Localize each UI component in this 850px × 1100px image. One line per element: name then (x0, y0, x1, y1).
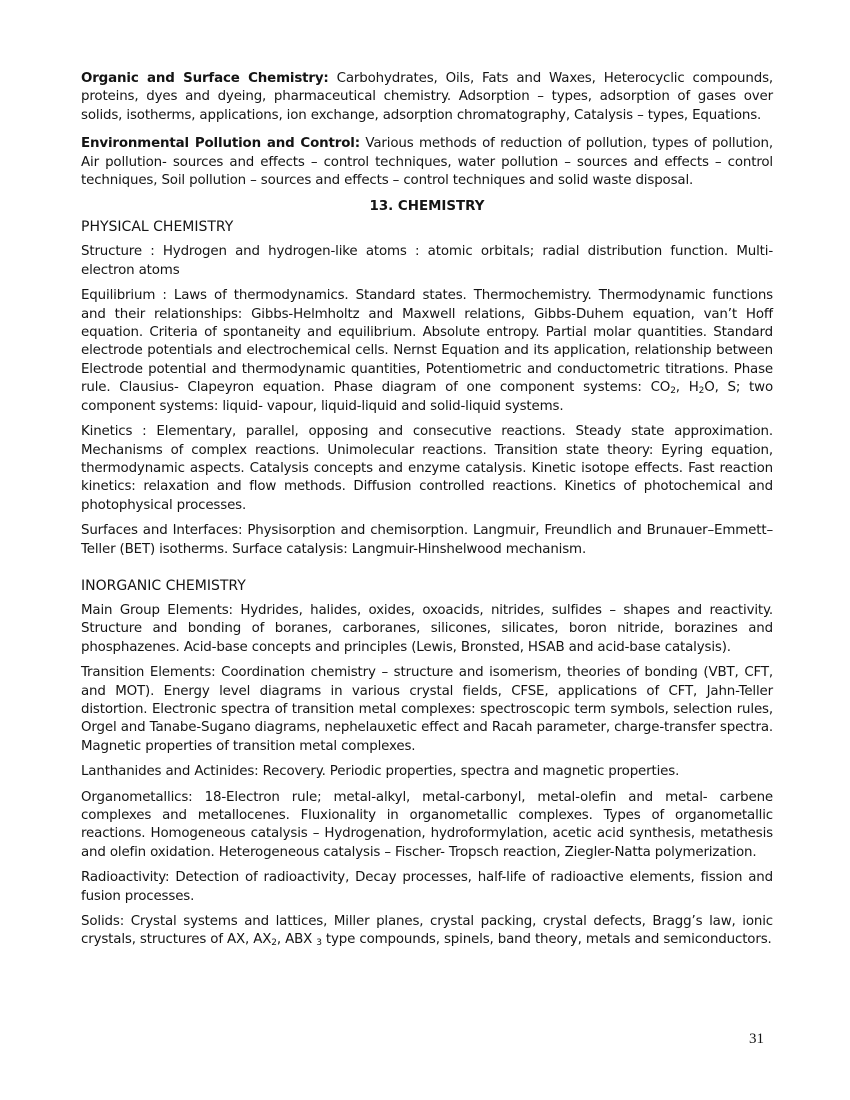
solids-tail: type compounds, spinels, band theory, metals and semiconductors. (321, 932, 772, 948)
physical-chemistry-title: PHYSICAL CHEMISTRY (81, 219, 234, 236)
organometallics-paragraph: Organometallics: 18-Electron rule; metal-alkyl, metal-carbonyl, metal-olefin and metal- carbene complexes and metallocenes. Fluxionality in organometallic complexes. Types of organometallic reactions. Homogeneous catalysis – Hydrogenation, hydroformylation, acetic acid synthesis, metathesis and olefin oxidation. Heterogeneous catalysis – Fischer- Tropsch reaction, Ziegler-Natta polymerization. (81, 789, 773, 860)
environmental-heading: Environmental Pollution and Control: (81, 136, 360, 152)
main-group-paragraph: Main Group Elements: Hydrides, halides, oxides, oxoacids, nitrides, sulfides – shapes and reactivity. Structure and bonding of boranes, carboranes, silicones, silicates, boron nitride, borazines and phosphazenes. Acid-base concepts and principles (Lewis, Bronsted, HSAB and acid-base catalysis). (81, 602, 773, 655)
page-number: 31 (749, 1031, 764, 1047)
organic-heading: Organic and Surface Chemistry: (81, 71, 329, 86)
radioactivity-paragraph: Radioactivity: Detection of radioactivity, Decay processes, half-life of radioactive elements, fission and fusion processes. (81, 870, 773, 904)
equilibrium-paragraph (81, 287, 773, 416)
environmental-pollution-paragraph (81, 135, 773, 190)
equilibrium-tail: O, S; two component systems: liquid- vapour, liquid-liquid and solid-liquid systems. (81, 380, 773, 414)
ax2-subscript: 2 (271, 938, 277, 949)
organic-body: Carbohydrates, Oils, Fats and Waxes, Heterocyclic compounds, proteins, dyes and dyeing, pharmaceutical chemistry. Adsorption – types, adsorption of gases over solids, isotherms, applications, ion exchange, adsorption chromatography, Catalysis – types, Equations. (81, 71, 774, 123)
transition-elements-paragraph: Transition Elements: Coordination chemistry – structure and isomerism, theories of bonding (VBT, CFT, and MOT). Energy level diagrams in various crystal fields, CFSE, applications of CFT, Jahn-Teller distortion. Electronic spectra of transition metal complexes: spectroscopic term symbols, selection rules, Orgel and Tanabe-Sugano diagrams, nephelauxetic effect and Racah parameter, charge-transfer spectra. Magnetic properties of transition metal complexes. (81, 665, 773, 754)
abx3-subscript: 3 (316, 938, 322, 949)
solids-mid: , ABX (276, 932, 317, 948)
inorganic-chemistry-title: INORGANIC CHEMISTRY (81, 577, 246, 594)
surfaces-paragraph: Surfaces and Interfaces: Physisorption and chemisorption. Langmuir, Freundlich and Brunauer–Emmett–Teller (BET) isotherms. Surface catalysis: Langmuir-Hinshelwood mechanism. (81, 523, 773, 557)
co2-subscript: 2 (670, 386, 676, 397)
lanthanides-paragraph: Lanthanides and Actinides: Recovery. Periodic properties, spectra and magnetic properties. (81, 764, 680, 780)
equilibrium-text: Equilibrium : Laws of thermodynamics. Standard states. Thermochemistry. Thermodynamic functions and their relationships: Gibbs-Helmholtz and Maxwell relations, Gibbs-Duhem equation, van’t Hoff equation. Criteria of spontaneity and equilibrium. Absolute entropy. Partial molar quantities. Standard electrode potentials and electrochemical cells. Nernst Equation and its application, relationship between Electrode potential and thermodynamic quantities, Potentiometric and conductometric titrations. Phase rule. Clausius- Clapeyron equation. Phase diagram of one component systems: CO (81, 288, 773, 396)
organic-surface-chemistry-paragraph (81, 70, 773, 125)
equilibrium-mid: , H (675, 380, 699, 396)
h2o-subscript: 2 (698, 386, 705, 397)
solids-text: Solids: Crystal systems and lattices, Miller planes, crystal packing, crystal defects, Bragg’s law, ionic crystals, structures of AX, AX (81, 914, 773, 948)
structure-paragraph: Structure : Hydrogen and hydrogen-like atoms : atomic orbitals; radial distribution function. Multi-electron atoms (81, 244, 773, 278)
document-page (81, 70, 773, 950)
chemistry-section-title: 13. CHEMISTRY (369, 199, 485, 215)
kinetics-paragraph: Kinetics : Elementary, parallel, opposing and consecutive reactions. Steady state approximation. Mechanisms of complex reactions. Unimolecular reactions. Transition state theory: Eyring equation, thermodynamic aspects. Catalysis concepts and enzyme catalysis. Kinetic isotope effects. Fast reaction kinetics: relaxation and flow methods. Diffusion controlled reactions. Kinetics of photochemical and photophysical processes. (81, 424, 773, 513)
environmental-body: Various methods of reduction of pollution, types of pollution, Air pollution- sources and effects – control techniques, water pollution – sources and effects – control techniques, Soil pollution – sources and effects – control techniques and solid waste disposal. (81, 136, 773, 189)
solids-paragraph (81, 913, 773, 950)
